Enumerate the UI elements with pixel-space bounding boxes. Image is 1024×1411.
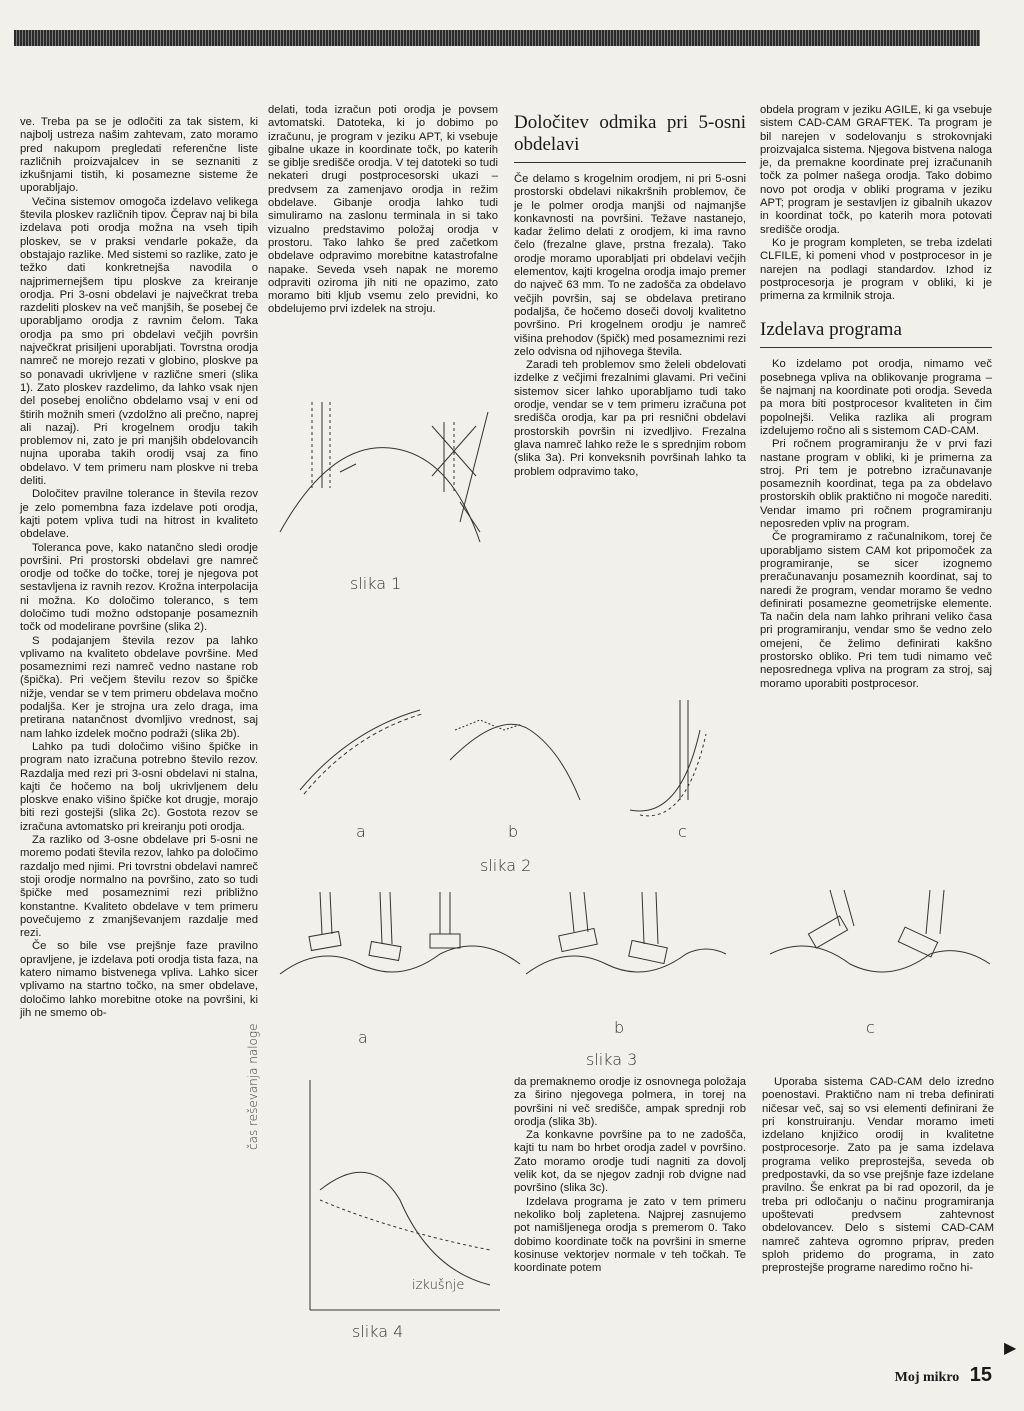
paragraph: da premaknemo orodje iz osnovnega položaja za širino njegovega polmera, in torej na površini ni več središče, ampak sprednji rob orodja (slika 3b). <box>514 1076 746 1128</box>
figure-3-caption: slika 3 <box>586 1050 638 1069</box>
paragraph: Uporaba sistema CAD-CAM delo izredno poenostavi. Praktično nam ni treba definirati ničesar več, saj so vsi elementi definirani že pri konstruiranju. Vendar moramo imeti izdelano knjižico orodij in kvalitetne postprocesorje. Zato pa je sama izdelava programa veliko preprostejša, seveda ob predpostavki, da so vse prejšnje faze izdelane pravilno. Še enkrat pa bi rad opozoril, da je treba pri odločanju o načinu programiranja upoštevati predvsem zahtevnost obdelovancev. Delo s sistemi CAD-CAM namreč zahteva ogromno priprav, preden sploh pridemo do programa, in zato preprostejše programe naredimo ročno hi- <box>762 1076 994 1275</box>
column-3 <box>514 112 746 479</box>
paragraph: Določitev pravilne tolerance in števila rezov je zelo pomembna faza izdelave poti orodja, kajti potem vpliva tudi na hitrost in kvaliteto obdelave. <box>20 488 258 541</box>
paragraph: Pri ročnem programiranju že v prvi fazi nastane program v obliki, ki je primerna za stroj. Pri tem je potrebno izračunavanje posameznih koordinat, tega pa za obdelavo prostorskih oblik praktično ni mogoče narediti. Vendar imamo pri ročnem programiranju neposreden vpliv na program. <box>760 438 992 531</box>
page-footer <box>895 1364 992 1387</box>
paragraph: Zaradi teh problemov smo želeli obdelovati izdelke z večjimi frezalnimi glavami. Pri večini sistemov sicer lahko uporabljamo tudi tako orodje, vendar se v tem primeru izračuna pot središča orodja, kar pa pri resnični obdelavi prostorskih površin ni izvedljivo. Frezalna glava namreč lahko reže le s sprednjim robom (slika 3a). Pri konveksnih površinah lahko ta problem odpravimo tako, <box>514 359 746 478</box>
paragraph: Večina sistemov omogoča izdelavo velikega števila ploskev različnih tipov. Čeprav naj bi bila izdelava poti orodja možna na vseh tipih ploskev, se v praksi vendarle pokaže, da obstajajo razlike. Med sistemi so razlike, zato je težko dati konkretnejša navodila o najprimernejšem tipu ploskve za kreiranje orodja. Pri 3-osni obdelavi je največkrat treba razdeliti ploskev na več manjših, še posebej če uporabljamo orodja z ravnim čelom. Taka orodja pa smo pri obdelavi večjih površin največkrat prisiljeni uporabljati. Tovrstna orodja namreč ne morejo rezati v globino, ploskve pa so ponavadi ukrivljene v različne smeri (slika 1). Zato ploskev razdelimo, da lahko vsak njen del posebej enolično obdelamo vsaj v eni od štirih možnih smeri (vzdolžno ali prečno, naprej ali nazaj). Pri krogelnem orodju takih problemov ni, zato je pri manjših obdelovancih nujna uporaba takih orodij vsaj za fino obdelavo. V tem primeru nam ploskve ni treba deliti. <box>20 195 258 488</box>
figure-2-label-c: c <box>678 822 687 841</box>
paragraph: Če delamo s krogelnim orodjem, ni pri 5-osni prostorski obdelavi nikakršnih problemov, če je le polmer orodja manjši od najmanjše konkavnosti na površini. Težave nastanejo, kadar želimo delati z orodjem, ki ima ravno čelo (frezalne glave, prstna frezala). Tako orodje moramo uporabljati pri obdelavi večjih elementov, kajti krogelna orodja imajo premer do največ 63 mm. To ne zadošča za obdelavo večjih površin, saj se obdelava pretirano podaljša, če hočemo doseči dovolj kvalitetno površino. Pri krogelnem orodju je namreč višina prehodov (špičk) med posameznimi rezi zelo odvisna od njihovega števila. <box>514 173 746 358</box>
figure-2-label-a: a <box>356 822 366 841</box>
paragraph: obdela program v jeziku AGILE, ki ga vsebuje sistem CAD-CAM GRAFTEK. Ta program je bil narejen v sodelovanju s strokovnjaki proizvajalca sistema. Njegova bistvena naloga je, da premakne koordinate prej izračunanih točk za polmer našega orodja. Tako dobimo novo pot orodja v obliki programa v jeziku APT; program je sestavljen iz gibalnih ukazov in koordinat točk, po katerih mora potovati središče orodja. <box>760 104 992 236</box>
figure-4-caption: slika 4 <box>352 1322 404 1341</box>
column-2 <box>268 104 498 317</box>
figure-2-label-b: b <box>508 822 519 841</box>
column-1 <box>20 116 258 1020</box>
paragraph: delati, toda izračun poti orodja je povsem avtomatski. Datoteka, ki jo dobimo po izračunu, je program v jeziku APT, ki vsebuje gibalne ukaze in koordinate točk, po katerih se giblje središče orodja. V tej datoteki so tudi nekateri drugi postprocesorski ukazi – predvsem za zamenjavo orodja in režim obdelave. Gibanje orodja lahko tudi simuliramo na zaslonu terminala in si tako vizualno predstavimo položaj orodja v prostoru. Tako lahko še pred začetkom obdelave odpravimo morebitne katastrofalne napake. Seveda vseh napak ne moremo odpraviti oziroma jih niti ne opazimo, zato moramo biti kljub vsemu zelo previdni, ko obdelujemo prvi izdelek na stroju. <box>268 104 498 316</box>
paragraph: Za razliko od 3-osne obdelave pri 5-osni ne moremo podati števila rezov, lahko pa določimo razdaljo med njimi. Pri tovrstni obdelavi namreč stoji orodje normalno na površino, zato so tudi špičke med posameznimi rezi približno konstantne. Kvaliteto obdelave v tem primeru povečujemo z zmanjševanjem razdalje med rezi. <box>20 834 258 940</box>
paragraph: ve. Treba pa se je odločiti za tak sistem, ki najbolj ustreza našim zahtevam, zato moramo pred nakupom pregledati referenčne liste različnih proizvajalcev in se seznaniti z izkušnjami tistih, ki posamezne sisteme že uporabljajo. <box>20 116 258 195</box>
figure-1-caption: slika 1 <box>350 574 402 593</box>
paragraph: Če programiramo z računalnikom, torej če uporabljamo sistem CAM kot pripomoček za programiranje, se sicer izognemo preračunavanju posameznih koordinat, saj to naredi že program, vendar moramo še vedno definirati posamezne geometrijske elemente. Ta način dela nam lahko prihrani veliko časa pri programiranju, vendar smo še vedno zelo omejeni, če želimo definirati kakšno prostorsko obliko. Pri tem tudi nimamo več neposrednega vpliva na program za stroj, saj moramo uporabiti postprocesor. <box>760 531 992 690</box>
figure-4 <box>290 1070 510 1320</box>
paragraph: Če so bile vse prejšnje faze pravilno opravljene, je izdelava poti orodja tista faza, na katero nimamo bistvenega vpliva. Lahko sicer vplivamo na startno točko, na smer obdelave, določimo lahko morebitne otoke na površini, ki jih ne smemo ob- <box>20 940 258 1019</box>
column-4 <box>760 104 992 691</box>
paragraph: Lahko pa tudi določimo višino špičke in program nato izračuna potrebno število rezov. Razdalja med rezi pri 3-osni obdelavi ni stalna, kajti če hočemo na bolj ukrivljenem delu ploskve enako višino špičke kot drugje, morajo biti rezi gostejši (slika 2c). Gostota rezov se izračuna avtomatsko pri kreiranju poti orodja. <box>20 740 258 833</box>
paragraph: Toleranca pove, kako natančno sledi orodje površini. Pri prostorski obdelavi gre namreč orodje od točke do točke, torej je njegova pot sestavljena iz ravnih rezov. Krožna interpolacija ni možna. Ko določimo toleranco, s tem določimo tudi možno odstopanje posameznih točk od modelirane površine (slika 2). <box>20 541 258 634</box>
column-3-bottom <box>514 1076 746 1275</box>
heading-rule <box>514 162 746 163</box>
figure-1 <box>270 392 506 562</box>
figure-3-label-b: b <box>614 1018 625 1037</box>
section-heading: Določitev odmika pri 5-osni obdelavi <box>514 112 746 155</box>
paragraph: Za konkavne površine pa to ne zadošča, kajti tu nam bo hrbet orodja zadel v površino. Zato moramo orodje tudi nagniti za dovolj velik kot, da se njegov zadnji rob dvigne nad površino (slika 3c). <box>514 1129 746 1195</box>
column-4-bottom <box>762 1076 994 1275</box>
continue-arrow-icon: ▶ <box>1004 1340 1017 1357</box>
paragraph: Ko izdelamo pot orodja, nimamo več posebnega vpliva na oblikovanje programa – še najmanj na koordinate poti orodja. Seveda pa mora biti postprocesor kvaliteten in čim popolnejši. Velika razlika ali program izdelujemo ročno ali s sistemom CAD-CAM. <box>760 358 992 437</box>
figure-3 <box>270 884 1000 1014</box>
figure-4-y-axis-label: čas reševanja naloge <box>246 1023 260 1150</box>
top-banner-bar <box>14 30 980 46</box>
figure-2-caption: slika 2 <box>480 856 532 875</box>
paragraph: S podajanjem števila rezov pa lahko vplivamo na kvaliteto obdelave površine. Med posameznimi rezi namreč vedno nastane rob (špička). Pri večjem številu rezov so špičke nižje, vendar se v tem primeru obdelava močno podaljša. Ker je strojna ura zelo draga, ima pretirana natančnost dvomljivo vrednost, saj nam lahko izdelek močno podraži (slika 2b). <box>20 634 258 740</box>
figure-4-x-axis-label: izkušnje <box>412 1278 465 1293</box>
figure-3-label-c: c <box>866 1018 875 1037</box>
paragraph: Izdelava programa je zato v tem primeru nekoliko bolj zapletena. Najprej zasnujemo pot namišljenega orodja s premerom 0. Tako dobimo koordinate točk na površini in smerne kosinuse vektorjev normale v teh točkah. Te koordinate potem <box>514 1195 746 1275</box>
section-heading: Izdelava programa <box>760 319 902 341</box>
paragraph: Ko je program kompleten, se treba izdelati CLFILE, ki pomeni vhod v postprocesor in je narejen na podlagi standardov. Izhod iz postprocesorja je program v obliki, ki je primerna za krmilnik stroja. <box>760 236 992 303</box>
heading-rule <box>760 347 992 348</box>
figure-2 <box>290 690 730 820</box>
magazine-name: Moj mikro <box>894 1370 960 1385</box>
page-number: 15 <box>969 1364 992 1386</box>
figure-3-label-a: a <box>358 1028 368 1047</box>
